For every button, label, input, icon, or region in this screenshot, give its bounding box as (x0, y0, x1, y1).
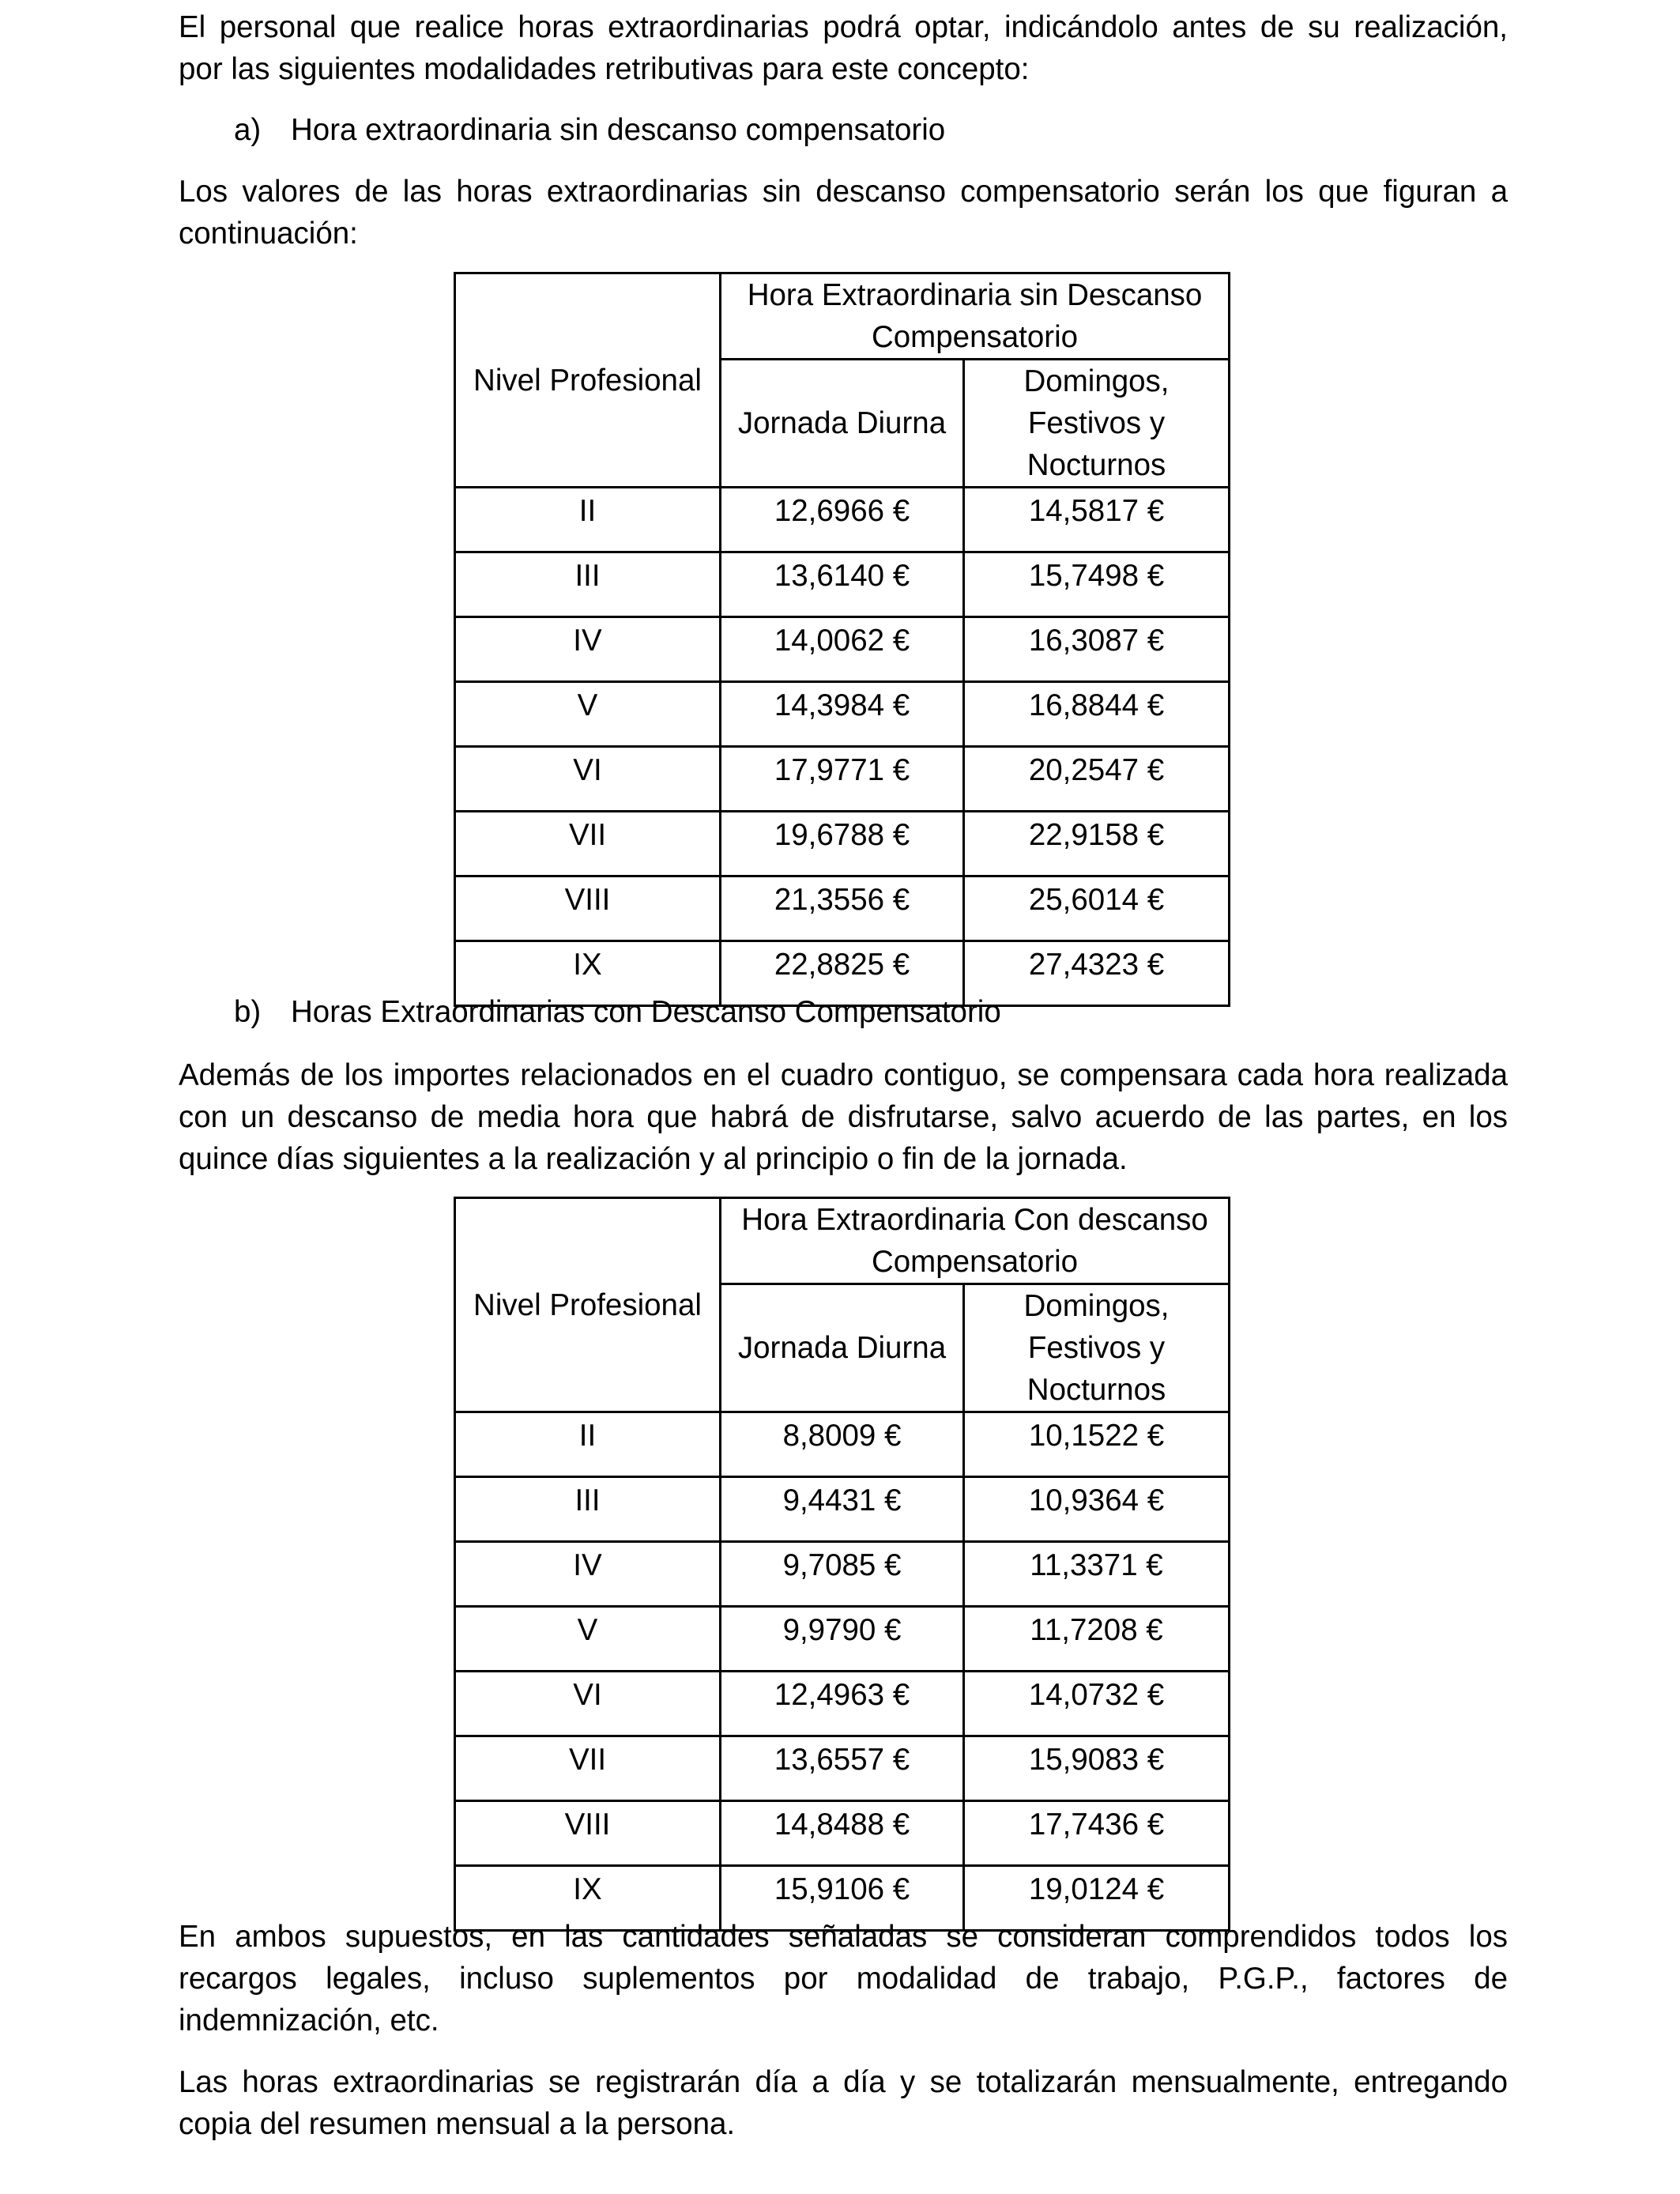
cell-diurna: 13,6557 € (721, 1736, 964, 1801)
paragraph-b-line-1: Además de los importes relacionados en el cuadro contiguo, se compensara cada hora realizada (179, 1058, 1508, 1092)
header-domingos-festivos: Domingos, Festivos y Nocturnos (964, 360, 1230, 488)
cell-festivos: 16,8844 € (964, 682, 1230, 747)
paragraph-b-line-2: con un descanso de media hora que habrá de disfrutarse, salvo acuerdo de las partes, en los (179, 1100, 1508, 1134)
intro-paragraph (179, 6, 1508, 90)
table-row (455, 812, 1230, 876)
paragraph-c (179, 1916, 1508, 2041)
option-b-text: Horas Extraordinarias con Descanso Compensatorio (291, 995, 1001, 1029)
cell-festivos: 25,6014 € (964, 876, 1230, 941)
cell-nivel: IV (455, 617, 721, 682)
cell-festivos: 15,7498 € (964, 552, 1230, 617)
cell-diurna: 15,9106 € (721, 1866, 964, 1931)
cell-diurna: 17,9771 € (721, 747, 964, 812)
header-nivel-profesional: Nivel Profesional (455, 273, 721, 488)
cell-diurna: 21,3556 € (721, 876, 964, 941)
cell-festivos: 11,7208 € (964, 1607, 1230, 1672)
cell-festivos: 14,0732 € (964, 1672, 1230, 1736)
cell-nivel: II (455, 1412, 721, 1477)
paragraph-a-line-1: Los valores de las horas extraordinarias sin descanso compensatorio serán los que figuran a (179, 175, 1508, 209)
paragraph-d-line-1: Las horas extraordinarias se registrarán día a día y se totalizarán mensualmente, entregando (179, 2065, 1508, 2099)
cell-diurna: 13,6140 € (721, 552, 964, 617)
intro-line-2: por las siguientes modalidades retributivas para este concepto: (179, 52, 1030, 86)
table-row (455, 1607, 1230, 1672)
cell-diurna: 14,3984 € (721, 682, 964, 747)
cell-festivos: 17,7436 € (964, 1801, 1230, 1866)
cell-nivel: II (455, 488, 721, 552)
cell-festivos: 15,9083 € (964, 1736, 1230, 1801)
cell-nivel: IV (455, 1542, 721, 1607)
table-row (455, 1801, 1230, 1866)
paragraph-a-line-2: continuación: (179, 217, 358, 251)
header-hora-extraordinaria: Hora Extraordinaria sin Descanso Compensatorio (721, 273, 1230, 360)
cell-diurna: 12,4963 € (721, 1672, 964, 1736)
cell-festivos: 10,9364 € (964, 1477, 1230, 1542)
cell-diurna: 8,8009 € (721, 1412, 964, 1477)
paragraph-d (179, 2061, 1508, 2145)
option-b-marker: b) (234, 995, 262, 1029)
cell-nivel: VI (455, 1672, 721, 1736)
table-row (455, 1736, 1230, 1801)
option-b-item (234, 991, 1001, 1033)
table-sin-descanso (454, 272, 1230, 1007)
option-a-marker: a) (234, 113, 262, 147)
paragraph-c-line-3: indemnización, etc. (179, 2004, 439, 2038)
cell-nivel: VIII (455, 1801, 721, 1866)
cell-diurna: 14,0062 € (721, 617, 964, 682)
table-row (455, 1672, 1230, 1736)
cell-diurna: 9,4431 € (721, 1477, 964, 1542)
cell-nivel: VIII (455, 876, 721, 941)
table-row (455, 682, 1230, 747)
paragraph-a (179, 171, 1508, 254)
cell-nivel: III (455, 1477, 721, 1542)
cell-festivos: 10,1522 € (964, 1412, 1230, 1477)
cell-nivel: V (455, 682, 721, 747)
cell-nivel: IX (455, 941, 721, 1006)
option-a-item (234, 109, 945, 151)
header-domingos-festivos: Domingos, Festivos y Nocturnos (964, 1284, 1230, 1412)
cell-diurna: 19,6788 € (721, 812, 964, 876)
table-row (455, 488, 1230, 552)
cell-diurna: 9,9790 € (721, 1607, 964, 1672)
table-row (455, 876, 1230, 941)
header-nivel-profesional: Nivel Profesional (455, 1198, 721, 1412)
cell-diurna: 12,6966 € (721, 488, 964, 552)
table-row (455, 552, 1230, 617)
cell-nivel: IX (455, 1866, 721, 1931)
cell-festivos: 27,4323 € (964, 941, 1230, 1006)
paragraph-c-line-2: recargos legales, incluso suplementos por modalidad de trabajo, P.G.P., factores de (179, 1962, 1508, 1996)
header-jornada-diurna: Jornada Diurna (721, 1284, 964, 1412)
paragraph-c-line-1: En ambos supuestos, en las cantidades señaladas se consideran comprendidos todos los (179, 1920, 1508, 1954)
table-row (455, 1542, 1230, 1607)
cell-diurna: 14,8488 € (721, 1801, 964, 1866)
table-row (455, 617, 1230, 682)
cell-diurna: 22,8825 € (721, 941, 964, 1006)
paragraph-b (179, 1054, 1508, 1180)
cell-festivos: 14,5817 € (964, 488, 1230, 552)
cell-nivel: VII (455, 812, 721, 876)
cell-festivos: 22,9158 € (964, 812, 1230, 876)
table-row (455, 1412, 1230, 1477)
cell-festivos: 11,3371 € (964, 1542, 1230, 1607)
table-row (455, 747, 1230, 812)
cell-festivos: 19,0124 € (964, 1866, 1230, 1931)
paragraph-d-line-2: copia del resumen mensual a la persona. (179, 2107, 736, 2141)
table-con-descanso (454, 1197, 1230, 1932)
intro-line-1: El personal que realice horas extraordinarias podrá optar, indicándolo antes de su realización, (179, 10, 1508, 44)
table-row (455, 1477, 1230, 1542)
cell-festivos: 20,2547 € (964, 747, 1230, 812)
cell-festivos: 16,3087 € (964, 617, 1230, 682)
cell-nivel: VI (455, 747, 721, 812)
cell-nivel: VII (455, 1736, 721, 1801)
header-jornada-diurna: Jornada Diurna (721, 360, 964, 488)
header-hora-extraordinaria: Hora Extraordinaria Con descanso Compensatorio (721, 1198, 1230, 1284)
cell-nivel: V (455, 1607, 721, 1672)
cell-nivel: III (455, 552, 721, 617)
paragraph-b-line-3: quince días siguientes a la realización y al principio o fin de la jornada. (179, 1142, 1128, 1176)
cell-diurna: 9,7085 € (721, 1542, 964, 1607)
option-a-text: Hora extraordinaria sin descanso compensatorio (291, 113, 946, 147)
